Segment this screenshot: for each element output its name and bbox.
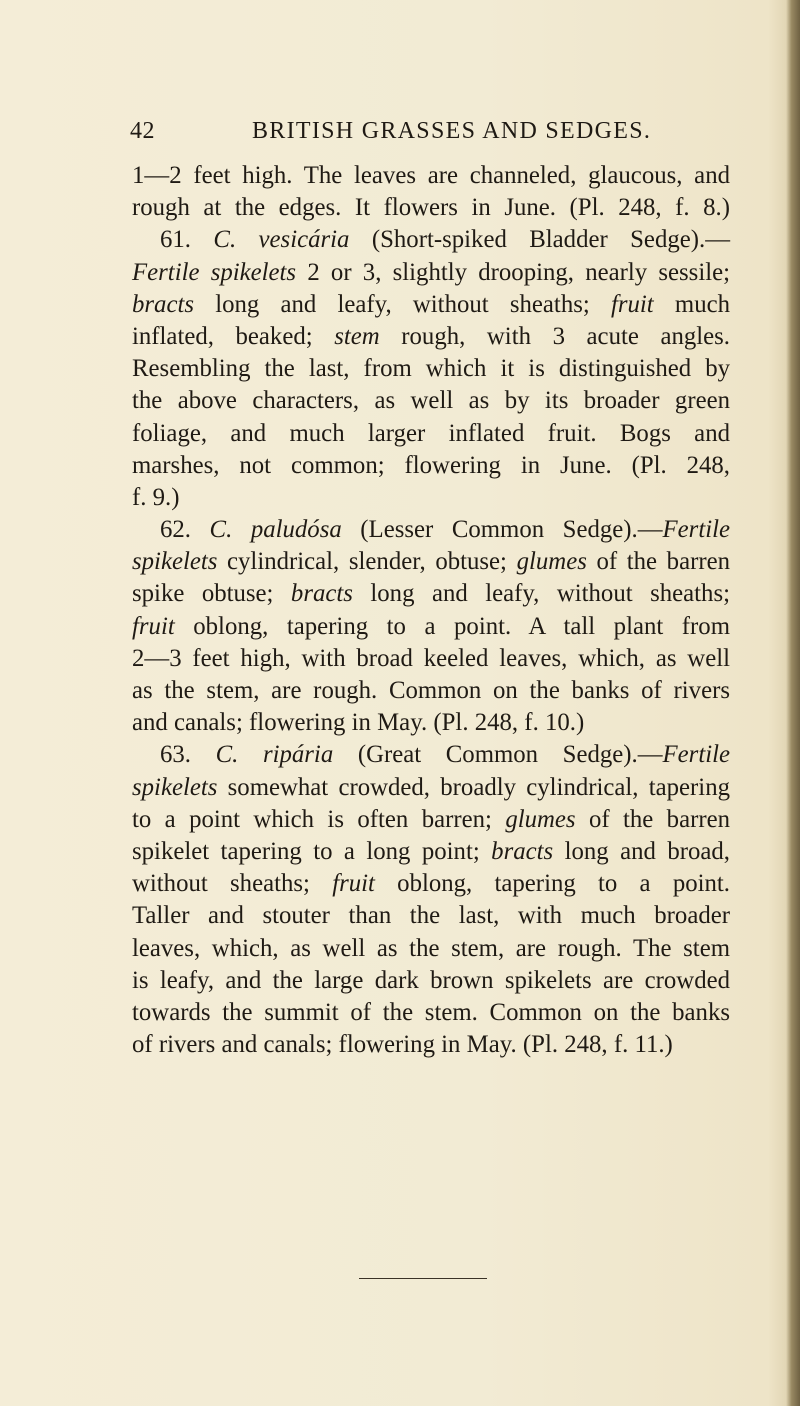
- text-run: long and leafy, without sheaths;: [352, 580, 730, 608]
- end-rule: [359, 1278, 487, 1279]
- italic-term: fruit: [332, 870, 375, 898]
- text-line: [132, 192, 730, 224]
- text-line: [132, 160, 730, 192]
- text-run: of the barren: [575, 805, 731, 833]
- text-run: somewhat crowded, broadly cylindrical, tapering: [217, 773, 730, 801]
- italic-term: spikelets: [132, 548, 218, 576]
- italic-term: Fertile spikelets: [132, 258, 297, 286]
- text-run: oblong, tapering to a point. A tall plant from: [174, 612, 730, 640]
- running-head: BRITISH GRASSES AND SEDGES.: [252, 118, 652, 144]
- text-line: [132, 804, 730, 836]
- text-run: cylindrical, slender, obtuse;: [217, 548, 517, 576]
- text-run: oblong, tapering to a point.: [374, 870, 730, 898]
- text-line: [132, 257, 730, 289]
- italic-term: bracts: [491, 837, 554, 865]
- text-line: [132, 836, 730, 868]
- text-line: [132, 321, 730, 353]
- text-run: much: [653, 290, 730, 318]
- text-run: (Short-spiked Bladder Sedge).—: [349, 226, 730, 254]
- text-line: [132, 450, 730, 482]
- text-line: [132, 772, 730, 804]
- text-run: inflated, beaked;: [132, 322, 335, 350]
- text-line: [132, 739, 730, 771]
- text-run: marshes, not common; flowering in June. (Pl. 248,: [132, 451, 730, 479]
- text-run: 2—3 feet high, with broad keeled leaves, which, as well: [132, 644, 730, 672]
- italic-term: fruit: [610, 290, 654, 318]
- text-run: of the barren: [586, 548, 731, 576]
- text-run: Taller and stouter than the last, with much broader: [132, 902, 730, 930]
- italic-term: fruit: [132, 612, 175, 640]
- text-run: of rivers and canals; flowering in May. (Pl. 248, f. 11.): [132, 1031, 673, 1059]
- text-run: spikelet tapering to a long point;: [132, 837, 492, 865]
- text-line: [132, 1029, 730, 1061]
- text-line: [132, 933, 730, 965]
- italic-term: bracts: [290, 580, 353, 608]
- text-line: [132, 997, 730, 1029]
- text-line: [132, 353, 730, 385]
- text-line: [132, 289, 730, 321]
- text-line: [132, 868, 730, 900]
- italic-term: Fertile: [662, 516, 730, 544]
- text-run: as the stem, are rough. Common on the banks of rivers: [132, 677, 730, 704]
- text-line: [132, 900, 730, 932]
- page-header: [130, 118, 730, 158]
- text-run: long and broad,: [553, 837, 730, 865]
- text-line: [132, 707, 730, 739]
- text-run: Resembling the last, from which it is distinguished by: [132, 355, 730, 383]
- text-line: [132, 418, 730, 450]
- page-number: 42: [130, 118, 155, 144]
- text-line: [132, 675, 730, 707]
- italic-term: C. ripária: [215, 741, 334, 769]
- text-line: [132, 546, 730, 578]
- italic-term: Fertile: [662, 741, 731, 769]
- italic-term: stem: [334, 322, 380, 350]
- text-line: [132, 611, 730, 643]
- text-run: long and leafy, without sheaths;: [194, 290, 611, 318]
- text-run: 1—2 feet high. The leaves are channeled, glaucous, and: [132, 162, 730, 189]
- text-run: (Lesser Common Sedge).—: [341, 516, 663, 544]
- text-line: [132, 643, 730, 675]
- body-text: [132, 160, 730, 1061]
- text-run: rough at the edges. It flowers in June. (Pl. 248, f. 8.): [132, 194, 730, 222]
- text-line: [132, 578, 730, 610]
- text-run: to a point which is often barren;: [132, 805, 506, 833]
- text-line: [132, 385, 730, 417]
- text-run: foliage, and much larger inflated fruit. Bogs and: [132, 419, 730, 447]
- italic-term: glumes: [505, 805, 576, 833]
- text-run: is leafy, and the large dark brown spikelets are crowded: [132, 966, 730, 994]
- text-run: 63.: [160, 741, 216, 769]
- italic-term: C. paludósa: [209, 516, 342, 544]
- text-line: [132, 965, 730, 997]
- text-run: 61.: [160, 226, 214, 254]
- page-edge-shadow: [786, 0, 800, 1406]
- text-run: the above characters, as well as by its broader green: [132, 387, 730, 415]
- italic-term: bracts: [132, 290, 194, 318]
- text-run: rough, with 3 acute angles.: [379, 322, 730, 350]
- italic-term: glumes: [516, 548, 587, 576]
- text-run: leaves, which, as well as the stem, are rough. The stem: [132, 934, 730, 962]
- text-line: [132, 514, 730, 546]
- text-run: (Great Common Sedge).—: [333, 741, 663, 769]
- text-run: towards the summit of the stem. Common on the banks: [132, 998, 730, 1026]
- italic-term: C. vesicária: [213, 226, 350, 254]
- text-line: [132, 482, 730, 514]
- text-run: and canals; flowering in May. (Pl. 248, f. 10.): [132, 709, 585, 737]
- italic-term: spikelets: [132, 773, 218, 801]
- text-run: without sheaths;: [132, 870, 333, 898]
- text-run: 62.: [160, 516, 210, 544]
- text-run: f. 9.): [132, 483, 180, 511]
- text-run: 2 or 3, slightly drooping, nearly sessile;: [296, 258, 731, 286]
- text-run: spike obtuse;: [132, 580, 291, 608]
- text-line: [132, 224, 730, 256]
